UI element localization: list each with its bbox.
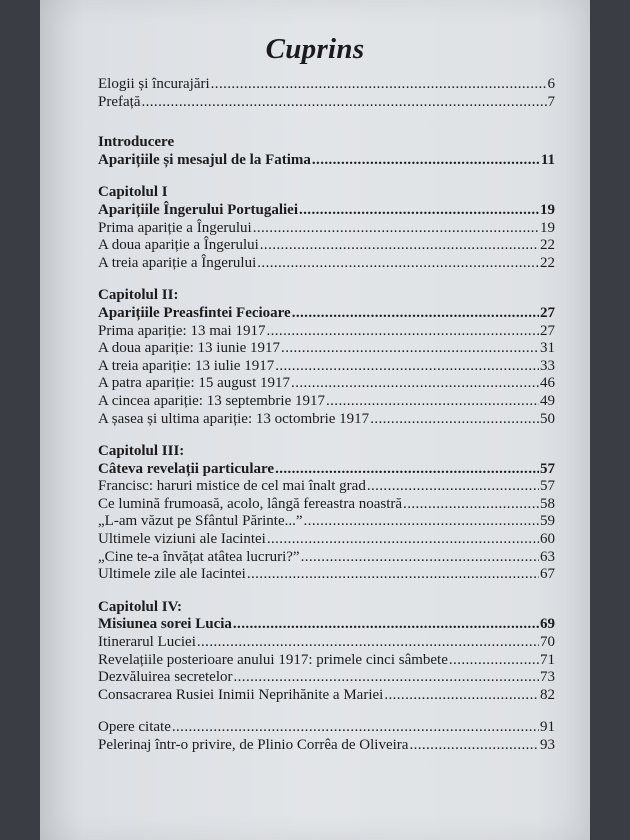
- toc-entry-text: Itinerarul Luciei: [98, 634, 196, 651]
- toc-entry-text: Ultimele zile ale Iacintei: [98, 566, 246, 583]
- toc-entry-text: Pelerinaj într-o privire, de Plinio Corrêa de Oliveira: [98, 737, 409, 753]
- toc-page-number: 63: [540, 548, 555, 565]
- toc-page-number: 57: [540, 460, 555, 477]
- toc-entry: [98, 340, 555, 358]
- toc-entry-text: Aparițiile Preasfintei Fecioare: [98, 304, 291, 321]
- toc-entry: [98, 531, 555, 549]
- dot-leader: [266, 323, 539, 341]
- toc-entry-text: Aparițiile Îngerului Portugaliei: [98, 201, 298, 218]
- toc-page-number: 57: [540, 478, 555, 495]
- dot-leader: [267, 531, 539, 549]
- toc-page-number: 67: [540, 566, 555, 583]
- toc-entry-text: Misiunea sorei Lucia: [98, 616, 232, 633]
- dot-leader: [275, 461, 539, 479]
- toc-entry-text: Prima apariție a Îngerului: [98, 219, 252, 236]
- toc-entry-text: Aparițiile și mesajul de la Fatima: [98, 151, 311, 168]
- toc-page-number: 11: [540, 151, 555, 168]
- book-page: [40, 0, 590, 840]
- toc-entry-text: Opere citate: [98, 719, 171, 736]
- toc-entry: [98, 496, 555, 514]
- dot-leader: [233, 616, 539, 634]
- toc-page-number: 70: [540, 634, 555, 651]
- toc-entry-text: Ce lumină frumoasă, acolo, lângă fereastra noastră: [98, 495, 403, 512]
- dot-leader: [172, 719, 539, 737]
- toc-entry-text: Prima apariție: 13 mai 1917: [98, 322, 266, 339]
- toc-entry: [98, 76, 555, 94]
- dot-leader: [141, 94, 546, 112]
- toc-entry: [98, 719, 555, 737]
- toc-entry-text: Consacrarea Rusiei Inimii Neprihănite a Mariei: [98, 686, 384, 703]
- dot-leader: [304, 513, 539, 531]
- toc-entry: [98, 478, 555, 496]
- toc-page-number: 91: [540, 719, 555, 736]
- toc-page-number: 22: [540, 254, 555, 271]
- toc-page-number: 71: [540, 651, 555, 668]
- toc-entry-text: Prefață: [98, 93, 141, 110]
- dot-leader: [253, 220, 539, 238]
- dot-leader: [292, 305, 539, 323]
- chapter-heading: Capitolul III:: [98, 443, 185, 460]
- toc-page-number: 46: [540, 375, 555, 392]
- toc-entry-text: „Cine te-a învățat atâtea lucruri?”: [98, 548, 300, 565]
- dot-leader: [275, 358, 539, 376]
- dot-leader: [247, 566, 539, 584]
- chapter-title-entry: [98, 461, 555, 479]
- dot-leader: [291, 375, 539, 393]
- toc-entry: [98, 94, 555, 112]
- toc-entry-text: A treia apariție a Îngerului: [98, 254, 257, 271]
- toc-entry: [98, 237, 555, 255]
- toc-page-number: 58: [540, 495, 555, 512]
- dot-leader: [312, 152, 540, 170]
- toc-entry: [98, 358, 555, 376]
- toc-page-number: 6: [547, 76, 555, 92]
- toc-page-number: 50: [540, 410, 555, 427]
- toc-page-number: 33: [540, 357, 555, 374]
- toc-entry: [98, 411, 555, 429]
- toc-entry-text: „L-am văzut pe Sfântul Părinte...”: [98, 513, 303, 530]
- section-heading: Introducere: [98, 134, 175, 151]
- toc-page-number: 49: [540, 392, 555, 409]
- toc-page-number: 27: [540, 322, 555, 339]
- dot-leader: [281, 340, 539, 358]
- toc-entry-text: A cincea apariție: 13 septembrie 1917: [98, 392, 325, 409]
- table-of-contents: [98, 76, 555, 755]
- dot-leader: [299, 202, 539, 220]
- chapter-heading: Capitolul I: [98, 184, 168, 201]
- toc-page-number: 27: [540, 304, 555, 321]
- toc-page-number: 19: [540, 219, 555, 236]
- toc-entry: [98, 566, 555, 584]
- toc-page-number: 93: [540, 737, 555, 753]
- toc-entry: [98, 669, 555, 687]
- dot-leader: [367, 478, 539, 496]
- dot-leader: [409, 737, 539, 755]
- toc-entry: [98, 549, 555, 567]
- chapter-heading: Capitolul II:: [98, 287, 179, 304]
- toc-entry: [98, 323, 555, 341]
- toc-page-number: 7: [547, 93, 555, 110]
- dot-leader: [449, 652, 539, 670]
- toc-entry-text: Francisc: haruri mistice de cel mai înalt grad: [98, 478, 366, 495]
- chapter-heading: Capitolul IV:: [98, 598, 183, 615]
- toc-entry-text: A patra apariție: 15 august 1917: [98, 375, 291, 392]
- toc-entry: [98, 737, 555, 755]
- toc-entry: [98, 375, 555, 393]
- dot-leader: [384, 687, 539, 705]
- toc-page-number: 60: [540, 531, 555, 548]
- toc-entry: [98, 152, 555, 170]
- dot-leader: [403, 496, 539, 514]
- toc-entry: [98, 255, 555, 273]
- toc-entry-text: Elogii și încurajări: [98, 76, 210, 92]
- toc-entry-text: A treia apariție: 13 iulie 1917: [98, 357, 275, 374]
- toc-entry-text: Câteva revelații particulare: [98, 460, 275, 477]
- toc-entry: [98, 220, 555, 238]
- toc-entry-text: Ultimele viziuni ale Iacintei: [98, 531, 266, 548]
- toc-page-number: 22: [540, 237, 555, 254]
- toc-entry: [98, 393, 555, 411]
- chapter-title-entry: [98, 202, 555, 220]
- toc-page-number: 31: [540, 340, 555, 357]
- toc-page-number: 59: [540, 513, 555, 530]
- dot-leader: [197, 634, 539, 652]
- toc-entry: [98, 634, 555, 652]
- dot-leader: [370, 411, 539, 429]
- toc-page-number: 82: [540, 686, 555, 703]
- dot-leader: [257, 255, 539, 273]
- toc-page-number: 73: [540, 669, 555, 686]
- toc-entry-text: A doua apariție: 13 iunie 1917: [98, 340, 281, 357]
- dot-leader: [211, 76, 547, 94]
- dot-leader: [234, 669, 540, 687]
- dot-leader: [326, 393, 539, 411]
- toc-entry-text: Dezvăluirea secretelor: [98, 669, 233, 686]
- toc-page-number: 69: [540, 616, 555, 633]
- dot-leader: [260, 237, 539, 255]
- toc-entry-text: A doua apariție a Îngerului: [98, 237, 259, 254]
- chapter-title-entry: [98, 616, 555, 634]
- toc-entry: [98, 687, 555, 705]
- toc-entry-text: A șasea și ultima apariție: 13 octombrie 1917: [98, 410, 370, 427]
- toc-entry: [98, 513, 555, 531]
- toc-page-number: 19: [540, 201, 555, 218]
- page-title: Cuprins: [265, 33, 365, 65]
- chapter-title-entry: [98, 305, 555, 323]
- toc-entry-text: Revelațiile posterioare anului 1917: primele cinci sâmbete: [98, 651, 448, 668]
- toc-entry: [98, 652, 555, 670]
- dot-leader: [301, 549, 539, 567]
